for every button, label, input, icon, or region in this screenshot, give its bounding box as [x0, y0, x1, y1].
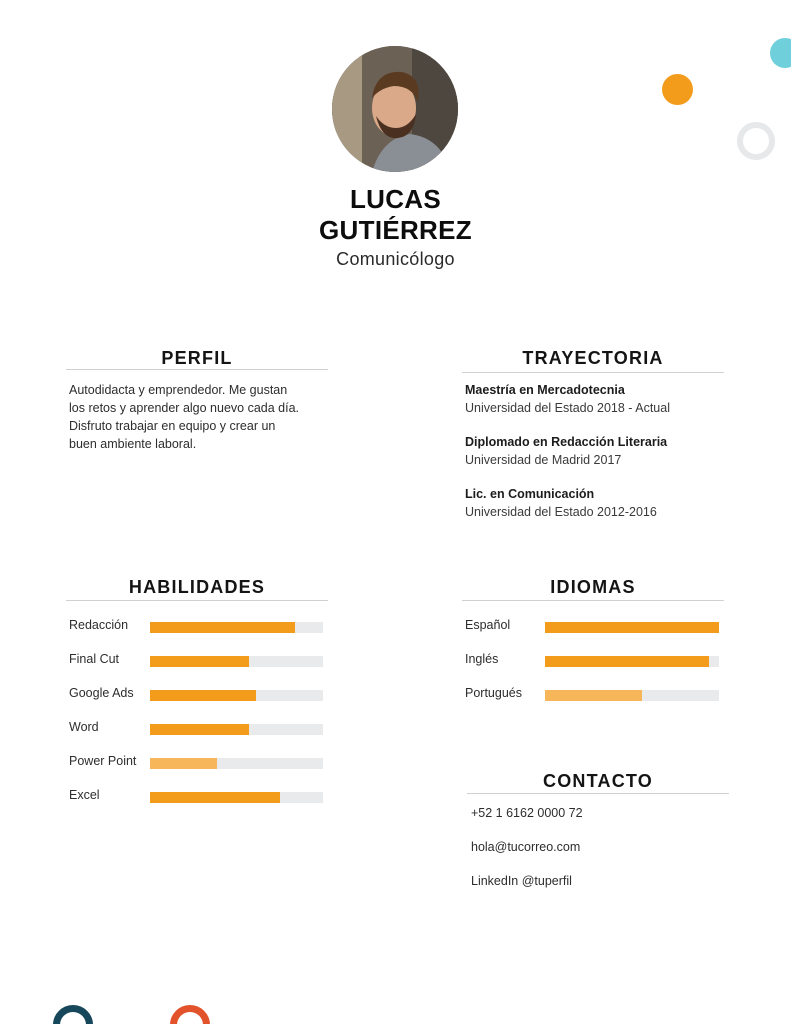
skill-bar-row — [69, 755, 323, 771]
decorative-gray-ring — [737, 122, 775, 160]
contacto-divider — [467, 793, 729, 794]
skill-bar-track — [545, 656, 719, 667]
skill-bar-track — [150, 656, 323, 667]
section-title-idiomas: IDIOMAS — [550, 577, 636, 597]
skill-bar-label: Word — [69, 720, 99, 734]
skill-bar-row — [69, 789, 323, 805]
skill-bar-track — [545, 690, 719, 701]
trayectoria-item-title: Maestría en Mercadotecnia — [465, 383, 625, 397]
perfil-line: Disfruto trabajar en equipo y crear un — [69, 419, 276, 433]
contact-linkedin[interactable]: LinkedIn @tuperfil — [471, 874, 572, 888]
skill-bar-fill — [150, 724, 249, 735]
skill-bar-track — [150, 724, 323, 735]
perfil-line: Autodidacta y emprendedor. Me gustan — [69, 383, 288, 397]
candidate-name — [0, 184, 791, 246]
skill-bar-track — [150, 622, 323, 633]
skill-bar-fill — [545, 656, 709, 667]
perfil-divider — [66, 369, 328, 370]
trayectoria-item — [465, 486, 735, 521]
perfil-description — [69, 381, 339, 453]
section-title-perfil: PERFIL — [161, 348, 233, 368]
skill-bar-fill — [150, 758, 217, 769]
trayectoria-item-subtitle: Universidad del Estado 2012-2016 — [465, 505, 657, 519]
decorative-navy-ring — [53, 1005, 93, 1024]
skill-bar-label: Google Ads — [69, 686, 134, 700]
trayectoria-item-title: Diplomado en Redacción Literaria — [465, 435, 668, 449]
perfil-line: los retos y aprender algo nuevo cada día. — [69, 401, 300, 415]
habilidades-divider — [66, 600, 328, 601]
trayectoria-item — [465, 382, 735, 417]
trayectoria-item — [465, 434, 735, 469]
trayectoria-item-subtitle: Universidad de Madrid 2017 — [465, 453, 622, 467]
skill-bar-label: Español — [465, 618, 511, 632]
skill-bar-label: Excel — [69, 788, 100, 802]
skill-bar-track — [150, 690, 323, 701]
perfil-line: buen ambiente laboral. — [69, 437, 197, 451]
skill-bar-fill — [150, 690, 256, 701]
contact-phone[interactable]: +52 1 6162 0000 72 — [471, 806, 583, 820]
skill-bar-label: Final Cut — [69, 652, 120, 666]
section-title-contacto: CONTACTO — [543, 771, 653, 791]
skill-bar-row — [69, 653, 323, 669]
idiomas-divider — [462, 600, 724, 601]
name-first-line: LUCAS — [349, 184, 442, 214]
skill-bar-row — [465, 653, 719, 669]
skill-bar-label: Power Point — [69, 754, 137, 768]
skill-bar-fill — [545, 622, 719, 633]
skill-bar-track — [150, 792, 323, 803]
person-portrait-icon — [332, 46, 458, 172]
skill-bar-row — [69, 687, 323, 703]
skill-bar-track — [545, 622, 719, 633]
skill-bar-fill — [545, 690, 642, 701]
skill-bar-label: Inglés — [465, 652, 499, 666]
trayectoria-divider — [462, 372, 724, 373]
trayectoria-item-subtitle: Universidad del Estado 2018 - Actual — [465, 401, 670, 415]
skill-bar-row — [69, 721, 323, 737]
skill-bar-row — [69, 619, 323, 635]
profile-photo — [332, 46, 458, 172]
contact-email[interactable]: hola@tucorreo.com — [471, 840, 581, 854]
skill-bar-fill — [150, 656, 249, 667]
decorative-orange-dot — [662, 74, 693, 105]
decorative-cyan-dot — [770, 38, 791, 68]
skill-bar-label: Redacción — [69, 618, 129, 632]
skill-bar-fill — [150, 622, 295, 633]
skill-bar-row — [465, 619, 719, 635]
skill-bar-fill — [150, 792, 280, 803]
skill-bar-label: Portugués — [465, 686, 522, 700]
section-title-trayectoria: TRAYECTORIA — [522, 348, 664, 368]
skill-bar-track — [150, 758, 323, 769]
trayectoria-item-title: Lic. en Comunicación — [465, 487, 595, 501]
skill-bar-row — [465, 687, 719, 703]
name-second-line: GUTIÉRREZ — [319, 215, 472, 245]
job-title: Comunicólogo — [336, 249, 455, 269]
decorative-red-ring — [170, 1005, 210, 1024]
section-title-habilidades: HABILIDADES — [128, 577, 266, 597]
